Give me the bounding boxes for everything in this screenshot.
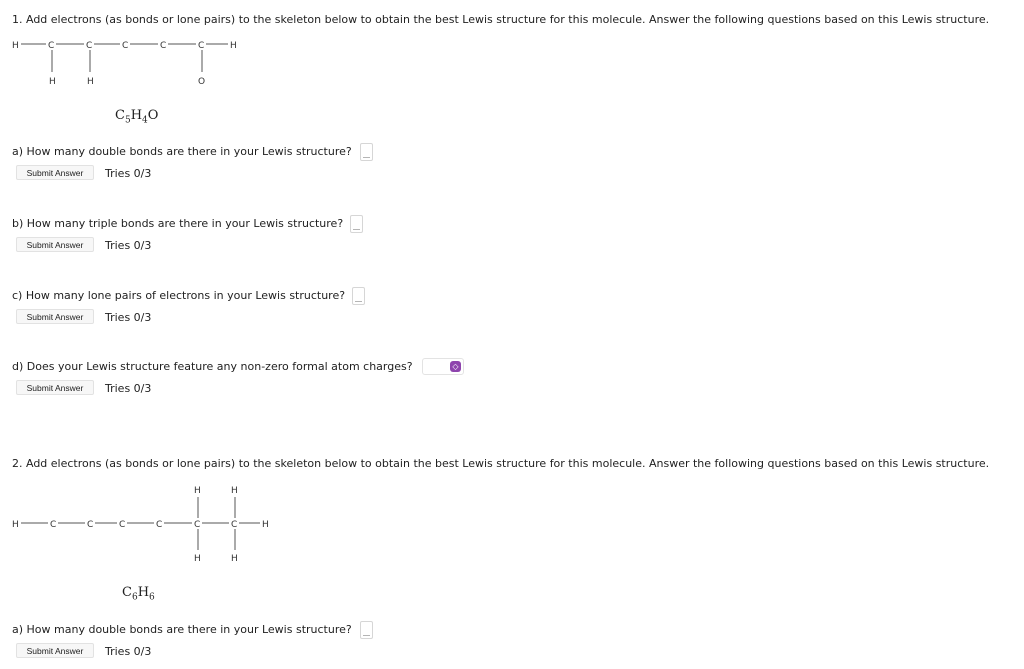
q1b-text: b) How many triple bonds are there in your Lewis structure? [12,217,344,230]
q1-atom-h1: H [49,77,56,87]
q1c-tries: Tries 0/3 [105,311,152,324]
q1d-tries: Tries 0/3 [105,382,152,395]
q2a-submit-button[interactable]: Submit Answer [16,643,94,658]
q2-atom-h-top1: H [194,486,201,496]
q1-atom-c3: C [122,41,129,51]
q2-atom-c6: C [231,520,238,530]
q2-atom-c2: C [87,520,94,530]
q1a-text: a) How many double bonds are there in your Lewis structure? [12,145,352,158]
q1-atom-c4: C [160,41,167,51]
q1d-select[interactable] [422,358,464,375]
q1a-tries: Tries 0/3 [105,167,152,180]
q2-atom-h-bottom1: H [194,554,201,564]
q1d-text: d) Does your Lewis structure feature any non-zero formal atom charges? [12,360,413,373]
q2-atom-c1: C [50,520,57,530]
q1c-answer-input[interactable] [352,287,365,305]
q1-atom-c5: C [198,41,205,51]
q2a-text: a) How many double bonds are there in your Lewis structure? [12,623,352,636]
q2-atom-h-left: H [12,520,19,530]
q2-atom-h-right: H [262,520,269,530]
q1-formula: $C_5H_4O$ [115,108,159,126]
q2-atom-c3: C [119,520,126,530]
q2-title: 2. Add electrons (as bonds or lone pairs) to the skeleton below to obtain the best Lewis structure for this molecule. Answer the following questions based on this Lewis structure. [12,457,990,470]
q1-atom-c1: C [48,41,55,51]
q2-atom-h-bottom2: H [231,554,238,564]
q2-formula: $C_6H_6$ [122,585,155,603]
q2a-answer-input[interactable] [360,621,373,639]
q1b-submit-button[interactable]: Submit Answer [16,237,94,252]
select-arrows-icon: ◇ [450,361,461,372]
q1-title: 1. Add electrons (as bonds or lone pairs) to the skeleton below to obtain the best Lewis structure for this molecule. Answer the following questions based on this Lewis structure. [12,13,990,26]
q1b-answer-input[interactable] [350,215,363,233]
q2a-tries: Tries 0/3 [105,645,152,658]
q1a-answer-input[interactable] [360,143,373,161]
q2-skeleton[interactable] [8,480,298,566]
q1-skeleton[interactable] [8,36,258,92]
q1-atom-h-right: H [230,41,237,51]
q1-atom-c2: C [86,41,93,51]
q2-atom-c5: C [194,520,201,530]
q1d-submit-button[interactable]: Submit Answer [16,380,94,395]
q1-atom-h2: H [87,77,94,87]
q1a-submit-button[interactable]: Submit Answer [16,165,94,180]
q2-atom-c4: C [156,520,163,530]
q2-atom-h-top2: H [231,486,238,496]
q1c-text: c) How many lone pairs of electrons in your Lewis structure? [12,289,346,302]
q1-atom-h-left: H [12,41,19,51]
q1-atom-o: O [198,77,206,87]
q1c-submit-button[interactable]: Submit Answer [16,309,94,324]
q1b-tries: Tries 0/3 [105,239,152,252]
